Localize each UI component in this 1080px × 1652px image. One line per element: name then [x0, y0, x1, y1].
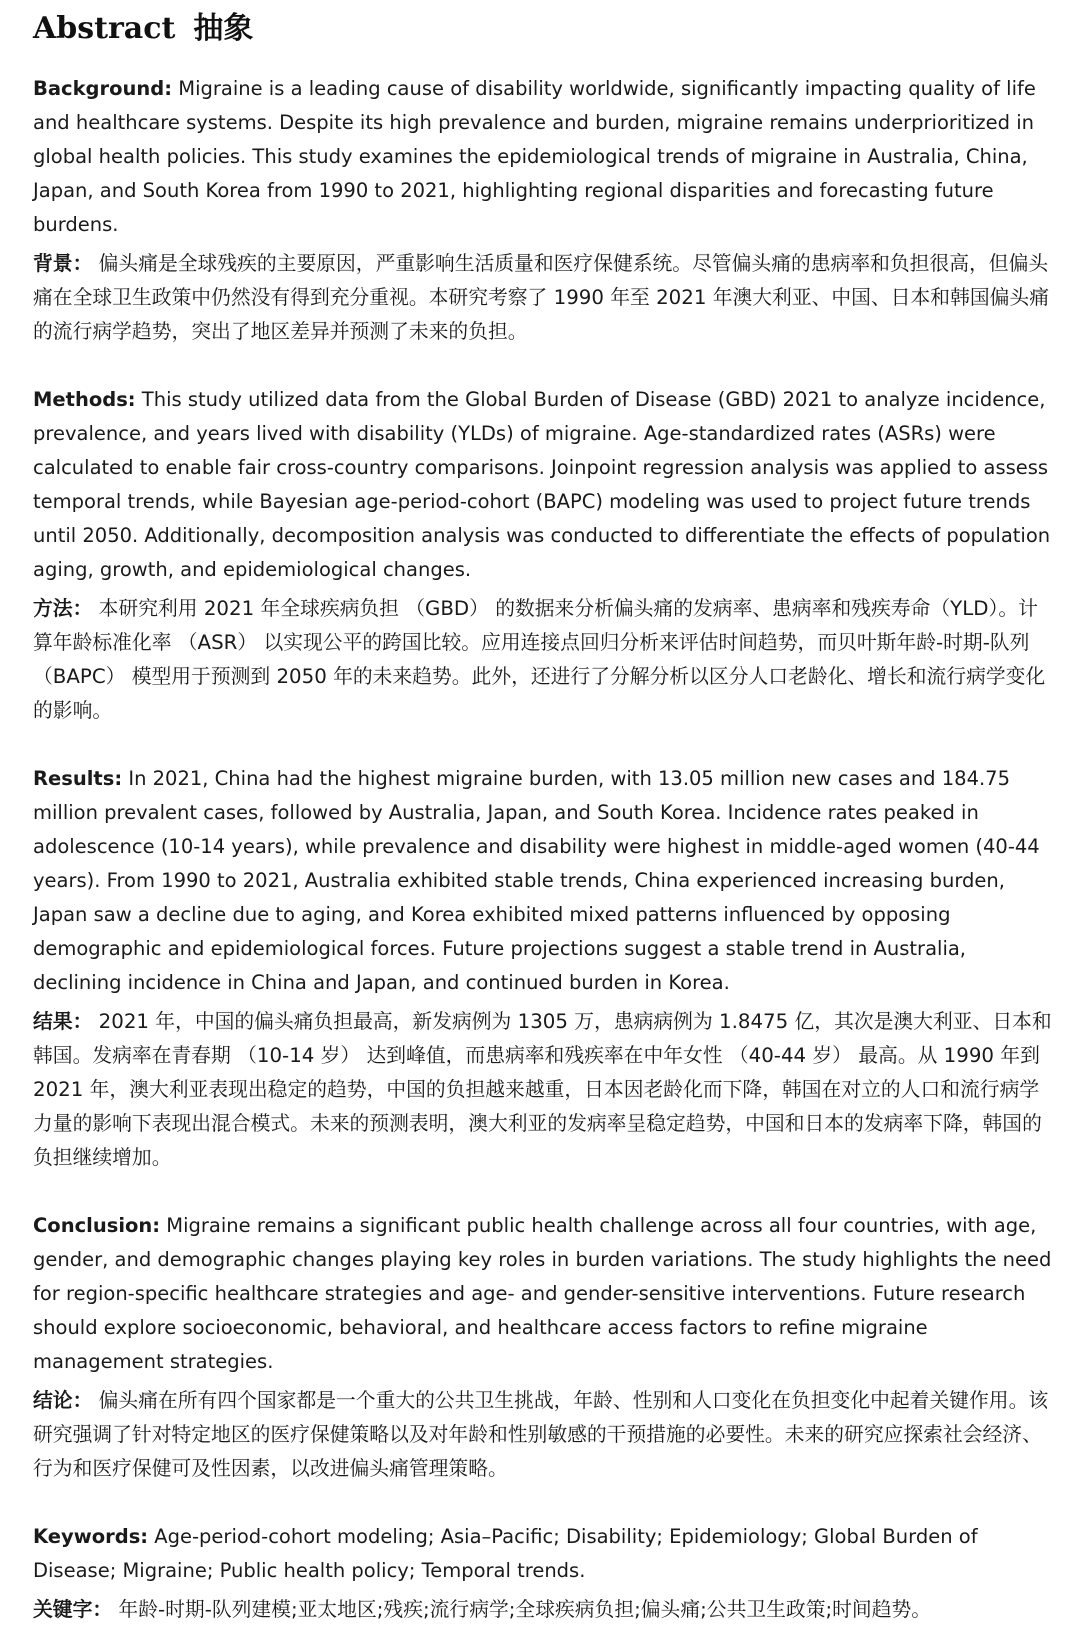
results-zh-label: 结果： [33, 1010, 93, 1033]
conclusion-section [33, 1209, 1054, 1486]
keywords-en-text: Age-period-cohort modeling; Asia–Pacific; Disability; Epidemiology; Global Burden of Disease; Migraine; Public health policy; Temporal trends. [33, 1525, 978, 1582]
background-en [33, 72, 1054, 242]
keywords-zh-text: 年龄-时期-队列建模;亚太地区;残疾;流行病学;全球疾病负担;偏头痛;公共卫生政策;时间趋势。 [112, 1598, 932, 1621]
methods-en-text: This study utilized data from the Global Burden of Disease (GBD) 2021 to analyze incidence, prevalence, and years lived with disability (YLDs) of migraine. Age-standardized rates (ASRs) were calculated to enable fair cross-country comparisons. Joinpoint regression analysis was applied to assess temporal trends, while Bayesian age-period-cohort (BAPC) modeling was used to project future trends until 2050. Additionally, decomposition analysis was conducted to differentiate the effects of population aging, growth, and epidemiological changes. [33, 388, 1051, 581]
results-en [33, 762, 1054, 1000]
background-zh [33, 247, 1054, 349]
methods-section [33, 383, 1054, 728]
methods-en-label: Methods: [33, 388, 136, 411]
keywords-en [33, 1520, 1054, 1588]
results-section [33, 762, 1054, 1175]
conclusion-zh-label: 结论： [33, 1389, 93, 1412]
conclusion-en-label: Conclusion: [33, 1214, 161, 1237]
background-en-label: Background: [33, 77, 173, 100]
background-section [33, 72, 1054, 349]
results-en-text: In 2021, China had the highest migraine burden, with 13.05 million new cases and 184.75 million prevalent cases, followed by Australia, Japan, and South Korea. Incidence rates peaked in adolescence (10-14 years), while prevalence and disability were highest in middle-aged women (40-44 years). From 1990 to 2021, Australia exhibited stable trends, China experienced increasing burden, Japan saw a decline due to aging, and Korea exhibited mixed patterns influenced by opposing demographic and epidemiological forces. Future projections suggest a stable trend in Australia, declining incidence in China and Japan, and continued burden in Korea. [33, 767, 1040, 994]
results-zh-text: 2021 年，中国的偏头痛负担最高，新发病例为 1305 万，患病病例为 1.8475 亿，其次是澳大利亚、日本和韩国。发病率在青春期 （10-14 岁） 达到峰值，而患病率和残疾率在中年女性 （40-44 岁） 最高。从 1990 年到 2021 年，澳大利亚表现出稳定的趋势，中国的负担越来越重，日本因老龄化而下降，韩国在对立的人口和流行病学力量的影响下表现出混合模式。未来的预测表明，澳大利亚的发病率呈稳定趋势，中国和日本的发病率下降，韩国的负担继续增加。 [33, 1010, 1052, 1169]
methods-zh [33, 592, 1054, 728]
results-zh [33, 1005, 1054, 1175]
conclusion-en-text: Migraine remains a significant public health challenge across all four countries, with age, gender, and demographic changes playing key roles in burden variations. The study highlights the need for region-specific healthcare strategies and age- and gender-sensitive interventions. Future research should explore socioeconomic, behavioral, and healthcare access factors to refine migraine management strategies. [33, 1214, 1052, 1373]
keywords-en-label: Keywords: [33, 1525, 149, 1548]
keywords-zh [33, 1593, 1054, 1627]
methods-zh-text: 本研究利用 2021 年全球疾病负担 （GBD） 的数据来分析偏头痛的发病率、患病率和残疾寿命（YLD）。计算年龄标准化率 （ASR） 以实现公平的跨国比较。应用连接点回归分析来评估时间趋势，而贝叶斯年龄-时期-队列 （BAPC） 模型用于预测到 2050 年的未来趋势。此外，还进行了分解分析以区分人口老龄化、增长和流行病学变化的影响。 [33, 597, 1046, 722]
conclusion-zh [33, 1384, 1054, 1486]
title-zh: 抽象 [193, 11, 254, 46]
background-en-text: Migraine is a leading cause of disability worldwide, significantly impacting quality of life and healthcare systems. Despite its high prevalence and burden, migraine remains underprioritized in global health policies. This study examines the epidemiological trends of migraine in Australia, China, Japan, and South Korea from 1990 to 2021, highlighting regional disparities and forecasting future burdens. [33, 77, 1036, 236]
conclusion-en [33, 1209, 1054, 1379]
background-zh-label: 背景： [33, 252, 93, 275]
results-en-label: Results: [33, 767, 123, 790]
keywords-section [33, 1520, 1054, 1627]
methods-en [33, 383, 1054, 587]
background-zh-text: 偏头痛是全球残疾的主要原因，严重影响生活质量和医疗保健系统。尽管偏头痛的患病率和负担很高，但偏头痛在全球卫生政策中仍然没有得到充分重视。本研究考察了 1990 年至 2021 年澳大利亚、中国、日本和韩国偏头痛的流行病学趋势，突出了地区差异并预测了未来的负担。 [33, 252, 1049, 343]
abstract-title [33, 8, 1054, 50]
keywords-zh-label: 关键字： [33, 1598, 113, 1621]
methods-zh-label: 方法： [33, 597, 93, 620]
conclusion-zh-text: 偏头痛在所有四个国家都是一个重大的公共卫生挑战，年龄、性别和人口变化在负担变化中起着关键作用。该研究强调了针对特定地区的医疗保健策略以及对年龄和性别敏感的干预措施的必要性。未来的研究应探索社会经济、行为和医疗保健可及性因素，以改进偏头痛管理策略。 [33, 1389, 1049, 1480]
title-en: Abstract [33, 11, 176, 46]
